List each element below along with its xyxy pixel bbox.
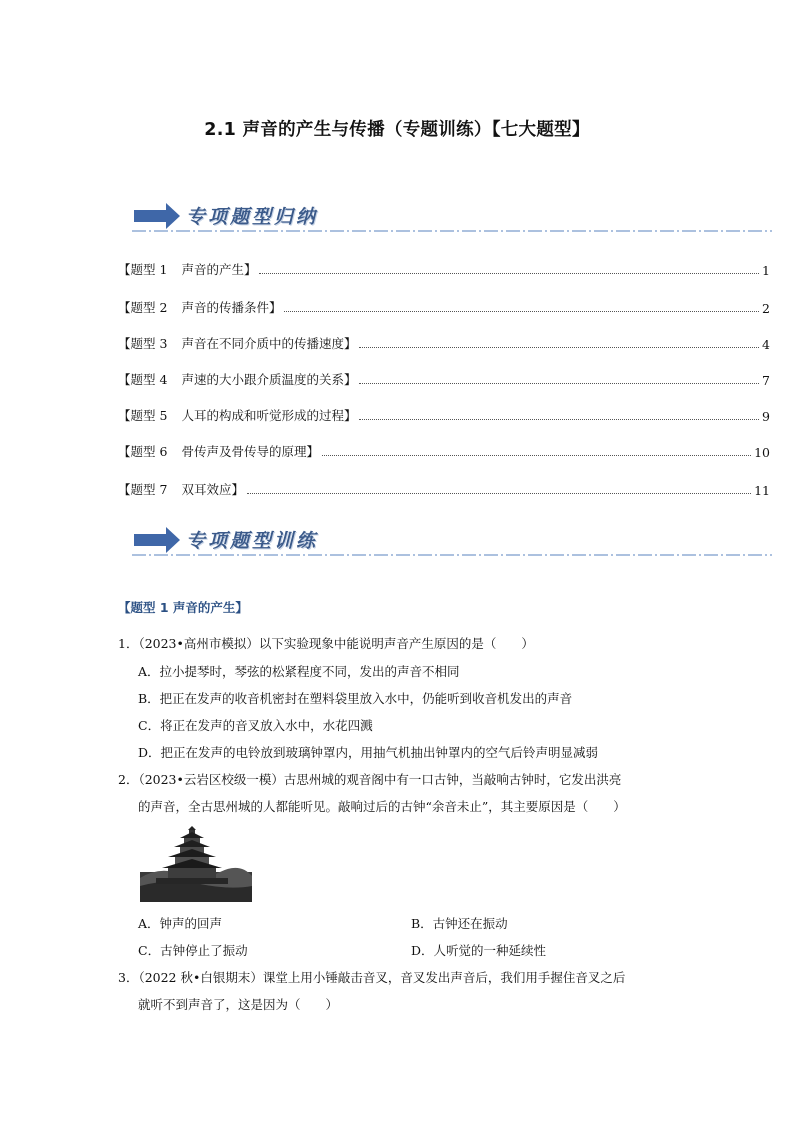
question-1-option-c: C．将正在发声的音叉放入水中，水花四溅 bbox=[138, 718, 373, 733]
toc-entry[interactable] bbox=[118, 260, 770, 278]
page-title: 2.1 声音的产生与传播（专题训练）【七大题型】 bbox=[204, 120, 590, 140]
toc-entry-name: 双耳效应】 bbox=[181, 482, 244, 497]
toc-entry-label: 【题型 7 bbox=[118, 482, 168, 497]
toc-page-number: 10 bbox=[754, 445, 770, 460]
toc-dot-leader bbox=[359, 383, 759, 384]
banner-training-title: 专项题型训练 bbox=[186, 530, 319, 552]
toc-page-number: 7 bbox=[762, 373, 770, 388]
toc-entry-name: 声音在不同介质中的传播速度】 bbox=[181, 336, 357, 351]
toc-dot-leader bbox=[259, 273, 759, 274]
toc-entry[interactable] bbox=[118, 480, 770, 498]
question-1-option-b: B．把正在发声的收音机密封在塑料袋里放入水中，仍能听到收音机发出的声音 bbox=[138, 691, 573, 706]
toc-dot-leader bbox=[284, 311, 759, 312]
banner-summary bbox=[132, 200, 772, 236]
question-2-option-d: D．人听觉的一种延续性 bbox=[411, 943, 547, 958]
toc-dot-leader bbox=[359, 419, 759, 420]
toc-entry-label: 【题型 2 bbox=[118, 300, 168, 315]
toc-entry-name: 骨传声及骨传导的原理】 bbox=[181, 444, 319, 459]
toc-entry[interactable] bbox=[118, 370, 770, 388]
toc-page-number: 2 bbox=[762, 301, 770, 316]
toc-page-number: 9 bbox=[762, 409, 770, 424]
toc-entry-name: 声音的传播条件】 bbox=[181, 300, 282, 315]
toc-page-number: 4 bbox=[762, 337, 770, 352]
toc-entry[interactable] bbox=[118, 298, 770, 316]
toc-entry-name: 声速的大小跟介质温度的关系】 bbox=[181, 372, 357, 387]
pagoda-photo bbox=[140, 826, 252, 902]
question-1-option-a: A．拉小提琴时，琴弦的松紧程度不同，发出的声音不相同 bbox=[138, 664, 460, 679]
section-heading: 【题型 1 声音的产生】 bbox=[118, 600, 248, 615]
question-1-stem: 1．（2023•高州市模拟）以下实验现象中能说明声音产生原因的是（ ） bbox=[118, 636, 534, 651]
question-3-stem-line2: 就听不到声音了，这是因为（ ） bbox=[138, 997, 339, 1012]
toc-entry[interactable] bbox=[118, 442, 770, 460]
toc-entry-name: 声音的产生】 bbox=[181, 262, 257, 277]
toc-entry-label: 【题型 4 bbox=[118, 372, 168, 387]
question-2-option-a: A．钟声的回声 bbox=[138, 916, 223, 931]
toc-dot-leader bbox=[247, 493, 751, 494]
toc-page-number: 11 bbox=[754, 483, 770, 498]
toc-entry-label: 【题型 1 bbox=[118, 262, 168, 277]
toc-entry-label: 【题型 6 bbox=[118, 444, 168, 459]
question-2-stem-line1: 2．（2023•云岩区校级一模）古思州城的观音阁中有一口古钟，当敲响古钟时，它发出洪亮 bbox=[118, 772, 622, 787]
question-2-option-b: B．古钟还在振动 bbox=[411, 916, 508, 931]
question-1-option-d: D．把正在发声的电铃放到玻璃钟罩内，用抽气机抽出钟罩内的空气后铃声明显减弱 bbox=[138, 745, 599, 760]
banner-summary-title: 专项题型归纳 bbox=[186, 206, 319, 228]
toc-entry[interactable] bbox=[118, 406, 770, 424]
toc-entry-label: 【题型 3 bbox=[118, 336, 168, 351]
toc-dot-leader bbox=[322, 455, 751, 456]
toc-dot-leader bbox=[359, 347, 759, 348]
question-2-stem-line2: 的声音，全古思州城的人都能听见。敲响过后的古钟“余音未止”，其主要原因是（ ） bbox=[138, 799, 626, 814]
toc-entry[interactable] bbox=[118, 334, 770, 352]
toc-entry-label: 【题型 5 bbox=[118, 408, 168, 423]
toc-page-number: 1 bbox=[762, 263, 770, 278]
question-2-option-c: C．古钟停止了振动 bbox=[138, 943, 248, 958]
question-3-stem-line1: 3．（2022 秋•白银期末）课堂上用小锤敲击音叉，音叉发出声音后，我们用手握住音叉之后 bbox=[118, 970, 626, 985]
toc-entry-name: 人耳的构成和听觉形成的过程】 bbox=[181, 408, 357, 423]
banner-training bbox=[132, 524, 772, 560]
